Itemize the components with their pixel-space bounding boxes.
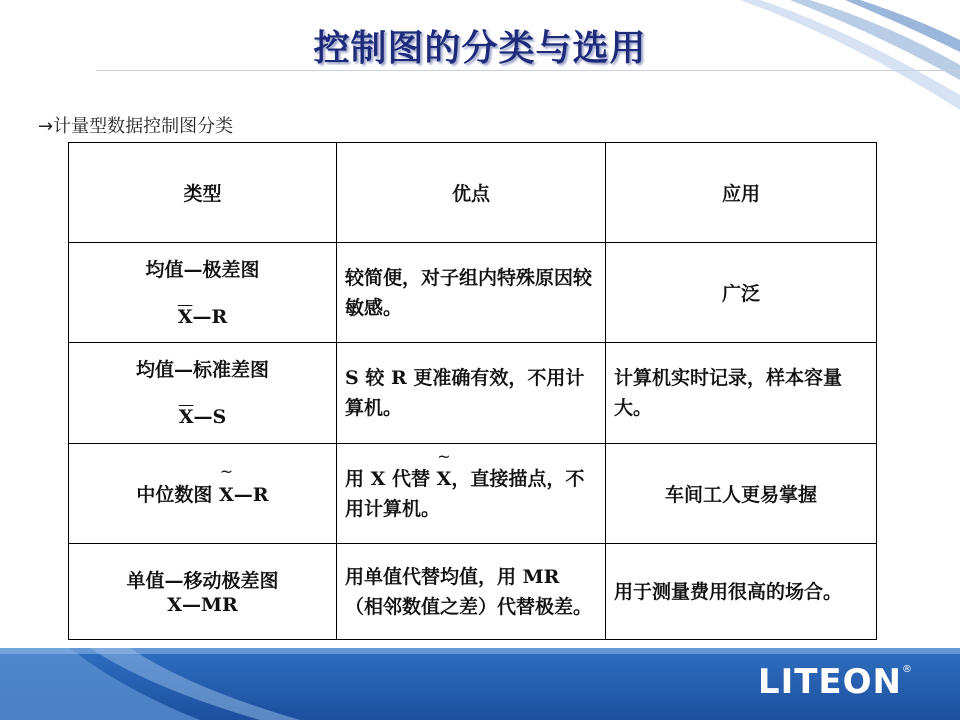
advantage-tilde-symbol bbox=[436, 446, 452, 494]
type-name: 中位数图 bbox=[136, 484, 213, 506]
advantage-suffix: ，直接描点，不用计算机。 bbox=[345, 467, 585, 520]
formula-rest: —R bbox=[233, 484, 269, 506]
slide-title: 控制图的分类与选用 bbox=[313, 28, 647, 69]
table-header-row bbox=[69, 143, 877, 243]
advantage-cell: 用单值代替均值，用 MR（相邻数值之差）代替极差。 bbox=[337, 544, 606, 640]
formula-bar-symbol: $\overline{X}$ bbox=[178, 406, 194, 428]
application-cell: 用于测量费用很高的场合。 bbox=[606, 544, 877, 640]
advantage-cell bbox=[337, 444, 606, 544]
header-application: 应用 bbox=[606, 143, 877, 243]
advantage-prefix: 用 bbox=[345, 467, 371, 490]
formula bbox=[77, 305, 328, 329]
table-row bbox=[69, 444, 877, 544]
table-row bbox=[69, 544, 877, 640]
liteon-logo: LITEON bbox=[757, 662, 902, 702]
formula-rest: —S bbox=[193, 406, 227, 428]
type-cell bbox=[69, 444, 337, 544]
formula: X—MR bbox=[167, 593, 238, 616]
application-cell: 广泛 bbox=[606, 243, 877, 343]
registered-mark: ® bbox=[902, 664, 912, 675]
formula-rest: —R bbox=[192, 305, 228, 328]
footer-bar bbox=[0, 648, 960, 720]
title-divider bbox=[96, 70, 960, 71]
tilde-mark: ~ bbox=[437, 446, 451, 466]
advantage-cell: 较简便，对子组内特殊原因较敏感。 bbox=[337, 243, 606, 343]
type-cell bbox=[69, 243, 337, 343]
table-row bbox=[69, 243, 877, 343]
advantage-cell: S 较 R 更准确有效，不用计算机。 bbox=[337, 343, 606, 444]
formula-x: X bbox=[219, 484, 234, 506]
section-subtitle: →计量型数据控制图分类 bbox=[38, 116, 234, 137]
formula-tilde-symbol bbox=[219, 462, 234, 506]
type-cell bbox=[69, 544, 337, 640]
type-name: 单值—移动极差图 bbox=[126, 569, 279, 592]
tilde-mark: ~ bbox=[219, 462, 234, 481]
formula bbox=[77, 405, 328, 429]
header-advantage: 优点 bbox=[337, 143, 606, 243]
control-chart-table bbox=[68, 142, 877, 640]
type-name: 均值—标准差图 bbox=[135, 359, 269, 381]
type-name: 均值—极差图 bbox=[145, 258, 260, 281]
formula-bar-symbol: $\overline{X}$ bbox=[177, 305, 193, 328]
type-cell bbox=[69, 343, 337, 444]
application-cell: 计算机实时记录，样本容量大。 bbox=[606, 343, 877, 444]
advantage-x: X bbox=[370, 467, 386, 490]
header-type: 类型 bbox=[69, 143, 337, 243]
advantage-mid: 代替 bbox=[385, 467, 437, 490]
table-row bbox=[69, 343, 877, 444]
advantage-x-tilde: X bbox=[436, 467, 452, 490]
application-cell: 车间工人更易掌握 bbox=[606, 444, 877, 544]
